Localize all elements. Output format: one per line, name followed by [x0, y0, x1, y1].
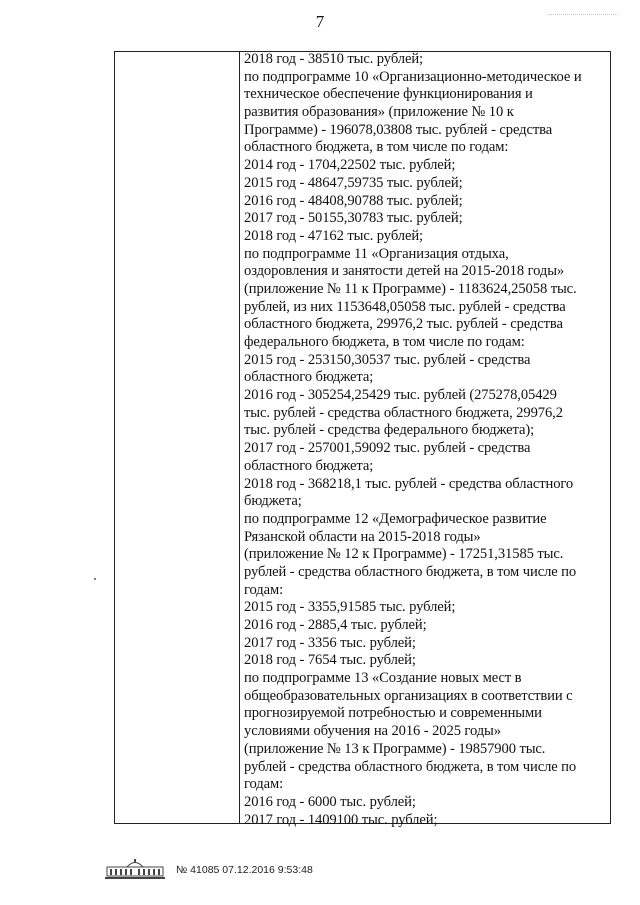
text-line: прогнозируемой потребностью и современными: [244, 705, 542, 722]
footer: [104, 858, 364, 882]
text-line: 2017 год - 3356 тыс. рублей;: [244, 634, 416, 651]
text-line: по подпрограмме 11 «Организация отдыха,: [244, 245, 509, 262]
text-line: (приложение № 12 к Программе) - 17251,31585 тыс.: [244, 546, 564, 563]
text-line: областного бюджета;: [244, 369, 374, 386]
text-line: 2018 год - 368218,1 тыс. рублей - средства областного: [244, 475, 574, 492]
text-line: 2016 год - 6000 тыс. рублей;: [244, 793, 416, 810]
text-line: (приложение № 11 к Программе) - 1183624,25058 тыс.: [244, 280, 577, 297]
text-line: годам:: [244, 776, 284, 793]
registration-stamp: № 41085 07.12.2016 9:53:48: [176, 864, 313, 876]
text-line: 2018 год - 7654 тыс. рублей;: [244, 652, 416, 669]
text-line: 2014 год - 1704,22502 тыс. рублей;: [244, 157, 456, 174]
text-line: Программе) - 196078,03808 тыс. рублей - средства: [244, 121, 553, 138]
text-line: 2018 год - 38510 тыс. рублей;: [244, 51, 424, 67]
text-line: по подпрограмме 10 «Организационно-методическое и: [244, 68, 582, 85]
text-line: 2017 год - 257001,59092 тыс. рублей - средства: [244, 440, 531, 457]
column-divider: [239, 52, 240, 823]
text-line: областного бюджета;: [244, 457, 374, 474]
text-line: 2016 год - 2885,4 тыс. рублей;: [244, 617, 427, 633]
page-number: 7: [315, 12, 325, 31]
text-line: 2018 год - 47162 тыс. рублей;: [244, 227, 424, 244]
text-line: (приложение № 13 к Программе) - 19857900 тыс.: [244, 740, 546, 757]
text-line: условиями обучения на 2016 - 2025 годы»: [244, 723, 501, 740]
text-line: 2015 год - 3355,91585 тыс. рублей;: [244, 599, 456, 616]
text-line: рублей, из них 1153648,05058 тыс. рублей - средства: [244, 298, 566, 315]
text-line: общеобразовательных организациях в соответствии с: [244, 687, 573, 704]
text-line: 2017 год - 1409100 тыс. рублей;: [244, 811, 438, 828]
text-line: областного бюджета, в том числе по годам:: [244, 139, 509, 156]
scan-marks: [548, 14, 618, 18]
text-line: 2015 год - 48647,59735 тыс. рублей;: [244, 174, 463, 191]
text-line: 2016 год - 305254,25429 тыс. рублей (275278,05429: [244, 387, 557, 404]
text-line: Рязанской области на 2015-2018 годы»: [244, 528, 481, 545]
text-line: по подпрограмме 12 «Демографическое развитие: [244, 510, 547, 527]
text-line: 2017 год - 50155,30783 тыс. рублей;: [244, 210, 463, 227]
scan-speck: [94, 578, 96, 580]
text-line: бюджета;: [244, 493, 302, 510]
text-line: 2015 год - 253150,30537 тыс. рублей - средства: [244, 351, 531, 368]
document-table: [114, 51, 611, 828]
text-line: областного бюджета, 29976,2 тыс. рублей - средства: [244, 316, 563, 333]
text-line: тыс. рублей - средства областного бюджета, 29976,2: [244, 404, 563, 421]
government-building-logo: [104, 858, 166, 880]
text-line: развития образования» (приложение № 10 к: [244, 104, 514, 121]
table-right-cell: [244, 51, 608, 829]
text-line: 2016 год - 48408,90788 тыс. рублей;: [244, 192, 463, 209]
text-line: оздоровления и занятости детей на 2015-2018 годы»: [244, 263, 565, 280]
text-line: техническое обеспечение функционирования и: [244, 86, 533, 103]
text-line: тыс. рублей - средства федерального бюджета);: [244, 422, 535, 439]
text-line: рублей - средства областного бюджета, в том числе по: [244, 758, 577, 775]
text-line: по подпрограмме 13 «Создание новых мест в: [244, 670, 522, 687]
text-line: рублей - средства областного бюджета, в том числе по: [244, 563, 577, 580]
text-line: годам:: [244, 581, 284, 598]
text-line: федерального бюджета, в том числе по годам:: [244, 334, 525, 350]
